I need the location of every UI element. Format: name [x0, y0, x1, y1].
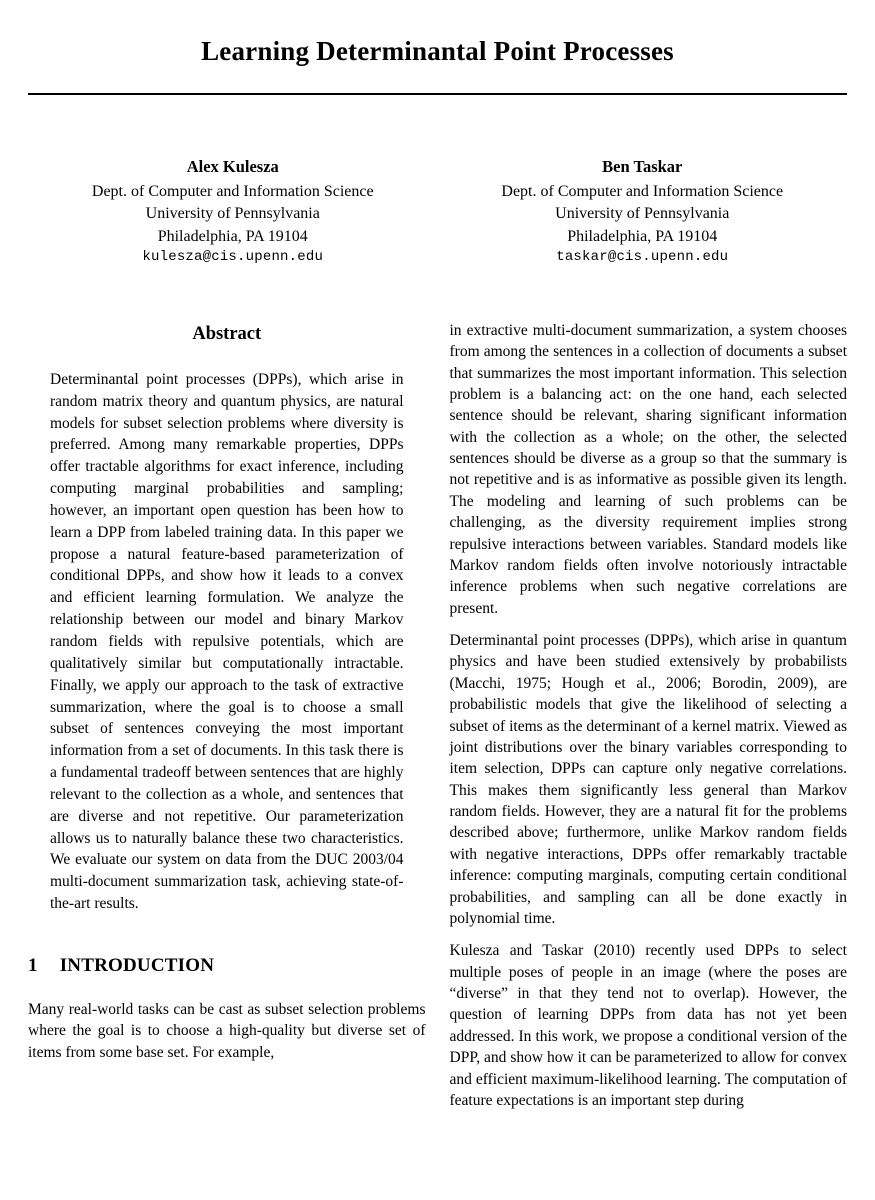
- body-paragraph: Kulesza and Taskar (2010) recently used DPPs to select multiple poses of people in an image (where the poses are “diverse” in that they tend not to overlap). However, the question of learning DPPs from data has not yet been addressed. In this work, we propose a conditional version of the DPP, and show how it can be parameterized to allow for convex and efficient maximum-likelihood learning. The computation of feature expectations is an important step during: [449, 942, 847, 1109]
- authors-row: [28, 155, 847, 268]
- introduction-paragraph: Many real-world tasks can be cast as subset selection problems where the goal is to choose a high-quality but diverse set of items from some base set. For example,: [28, 1000, 426, 1061]
- author-name: Alex Kulesza: [186, 157, 279, 176]
- body-paragraph: in extractive multi-document summarization, a system chooses from among the sentences in a collection of documents a subset that summarizes the most important information. This selection problem is a balancing act: on the one hand, each selected sentence should be relevant, sharing significant information with the collection as a whole; on the other, the selected sentences should be diverse as a group so that the summary is not repetitive and is as informative as possible given its length. The modeling and learning of such problems can be challenging, as the diversity requirement implies strong repulsive interactions between variables. Standard models like Markov random fields often involve notoriously intractable inference problems when such negative correlations are present.: [449, 321, 847, 617]
- right-column: [450, 320, 848, 1112]
- section-number: 1: [28, 954, 38, 976]
- title-rule: [28, 93, 847, 95]
- author-department: Dept. of Computer and Information Science: [91, 183, 374, 201]
- author-email: taskar@cis.upenn.edu: [556, 249, 729, 266]
- paper-title: Learning Determinantal Point Processes: [201, 36, 674, 66]
- author-university: University of Pennsylvania: [555, 205, 730, 223]
- abstract-heading: Abstract: [192, 323, 262, 344]
- author-city: Philadelphia, PA 19104: [157, 227, 308, 245]
- author-university: University of Pennsylvania: [145, 205, 320, 223]
- left-column: [28, 320, 426, 1112]
- section-heading-introduction: [28, 955, 426, 977]
- author-department: Dept. of Computer and Information Science: [501, 183, 784, 201]
- author-block-1: [28, 155, 438, 268]
- author-city: Philadelphia, PA 19104: [567, 227, 718, 245]
- author-block-2: [438, 155, 848, 268]
- two-column-body: [28, 320, 847, 1112]
- section-title: INTRODUCTION: [59, 954, 215, 976]
- author-name: Ben Taskar: [602, 157, 683, 176]
- author-email: kulesza@cis.upenn.edu: [142, 249, 324, 266]
- abstract-text: Determinantal point processes (DPPs), which arise in random matrix theory and quantum physics, are natural models for subset selection problems where diversity is preferred. Among many remarkable properties, DPPs offer tractable algorithms for exact inference, including computing marginal probabilities and sampling; however, an important open question has been how to learn a DPP from labeled training data. In this paper we propose a natural feature-based parameterization of conditional DPPs, and show how it leads to a convex and efficient learning formulation. We analyze the relationship between our model and binary Markov random fields with repulsive potentials, which are qualitatively similar but computationally intractable. Finally, we apply our approach to the task of extractive summarization, where the goal is to choose a small subset of sentences conveying the most important information from a set of documents. In this task there is a fundamental tradeoff between sentences that are highly relevant to the collection as a whole, and sentences that are diverse and not repetitive. Our parameterization allows us to naturally balance these two characteristics. We evaluate our system on data from the DUC 2003/04 multi-document summarization task, achieving state-of-the-art results.: [50, 370, 404, 913]
- body-paragraph: Determinantal point processes (DPPs), which arise in quantum physics and have been studied extensively by probabilists (Macchi, 1975; Hough et al., 2006; Borodin, 2009), are probabilistic models that give the likelihood of selecting a subset of items as the determinant of a kernel matrix. Viewed as joint distributions over the binary variables corresponding to item selection, DPPs can capture only negative correlations. This makes them significantly less general than Markov random fields. However, they are a natural fit for the problems described above; furthermore, unlike Markov random fields with negative interactions, DPPs offer remarkably tractable inference: computing marginals, computing certain conditional probabilities, and sampling can all be done exactly in polynomial time.: [449, 632, 847, 927]
